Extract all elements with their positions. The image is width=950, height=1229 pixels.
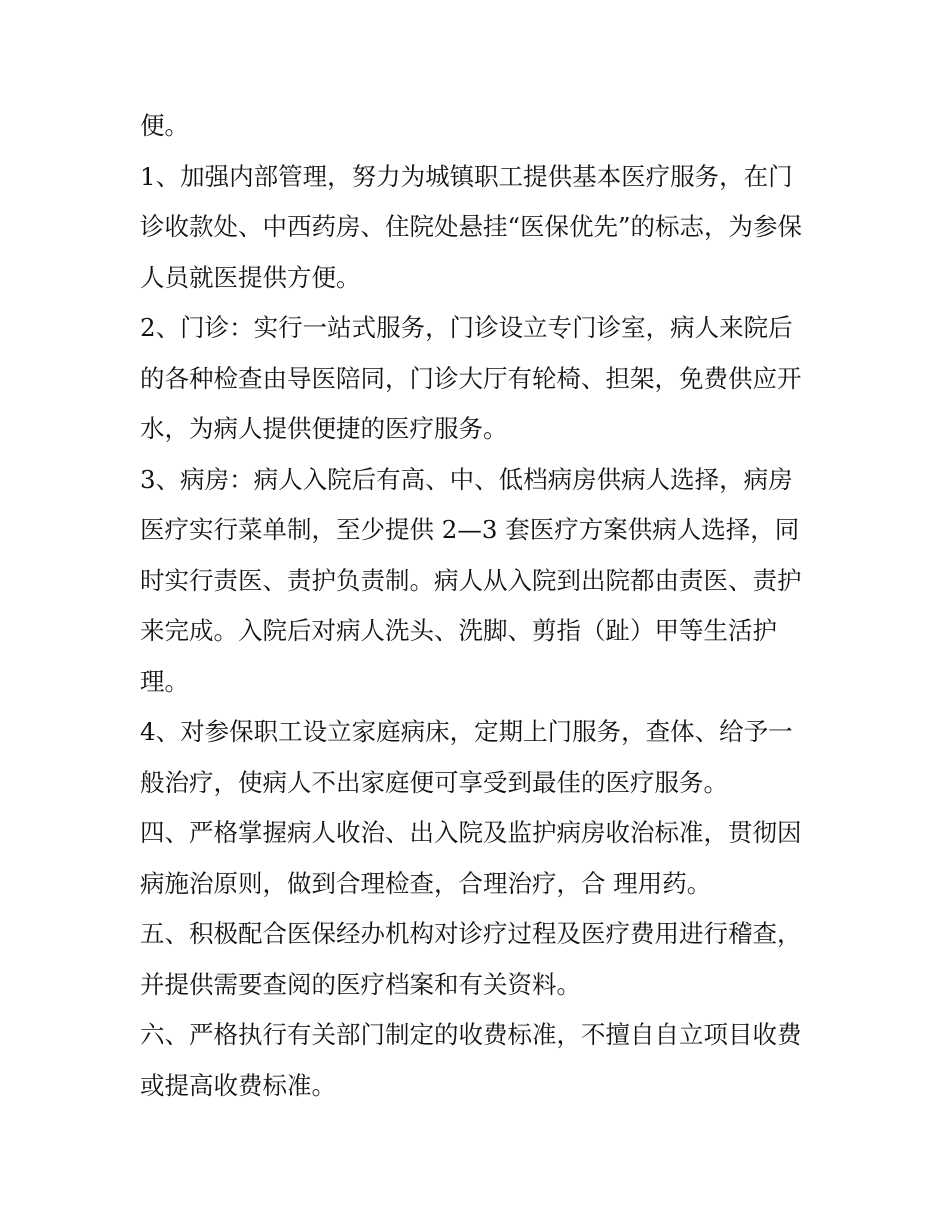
text-line: 病施治原则，做到合理检查，合理治疗，合 理用药。 <box>140 868 712 898</box>
text-line: 1、加强内部管理，努力为城镇职工提供基本医疗服务，在门 <box>140 161 793 191</box>
text-line: 般治疗，使病人不出家庭便可享受到最佳的医疗服务。 <box>140 767 728 797</box>
text-line: 理。 <box>140 666 189 696</box>
text-line: 医疗实行菜单制，至少提供 2—3 套医疗方案供病人选择，同 <box>140 515 800 544</box>
document-body <box>140 101 830 1111</box>
text-line: 诊收款处、中西药房、住院处悬挂“医保优先”的标志，为参保 <box>140 212 803 241</box>
text-line: 水，为病人提供便捷的医疗服务。 <box>140 414 508 443</box>
text-line: 人员就医提供方便。 <box>140 262 361 292</box>
text-line: 的各种检查由导医陪同，门诊大厅有轮椅、担架，免费供应开 <box>140 363 802 393</box>
text-line: 2、门诊：实行一站式服务，门诊设立专门诊室，病人来院后 <box>140 313 793 342</box>
text-line: 便。 <box>140 111 189 140</box>
text-line: 4、对参保职工设立家庭病床，定期上门服务，查体、给予一 <box>140 717 793 746</box>
text-line: 六、严格执行有关部门制定的收费标准，不擅自自立项目收费 <box>140 1020 802 1049</box>
text-line: 3、病房：病人入院后有高、中、低档病房供病人选择，病房 <box>140 464 793 494</box>
text-line: 四、严格掌握病人收治、出入院及监护病房收治标准，贯彻因 <box>140 818 802 847</box>
text-line: 并提供需要查阅的医疗档案和有关资料。 <box>140 969 581 999</box>
text-line: 时实行责医、责护负责制。病人从入院到出院都由责医、责护 <box>140 565 802 595</box>
text-line: 五、积极配合医保经办机构对诊疗过程及医疗费用进行稽查， <box>140 919 802 948</box>
text-line: 或提高收费标准。 <box>140 1070 336 1100</box>
text-line: 来完成。入院后对病人洗头、洗脚、剪指（趾）甲等生活护 <box>140 616 777 645</box>
